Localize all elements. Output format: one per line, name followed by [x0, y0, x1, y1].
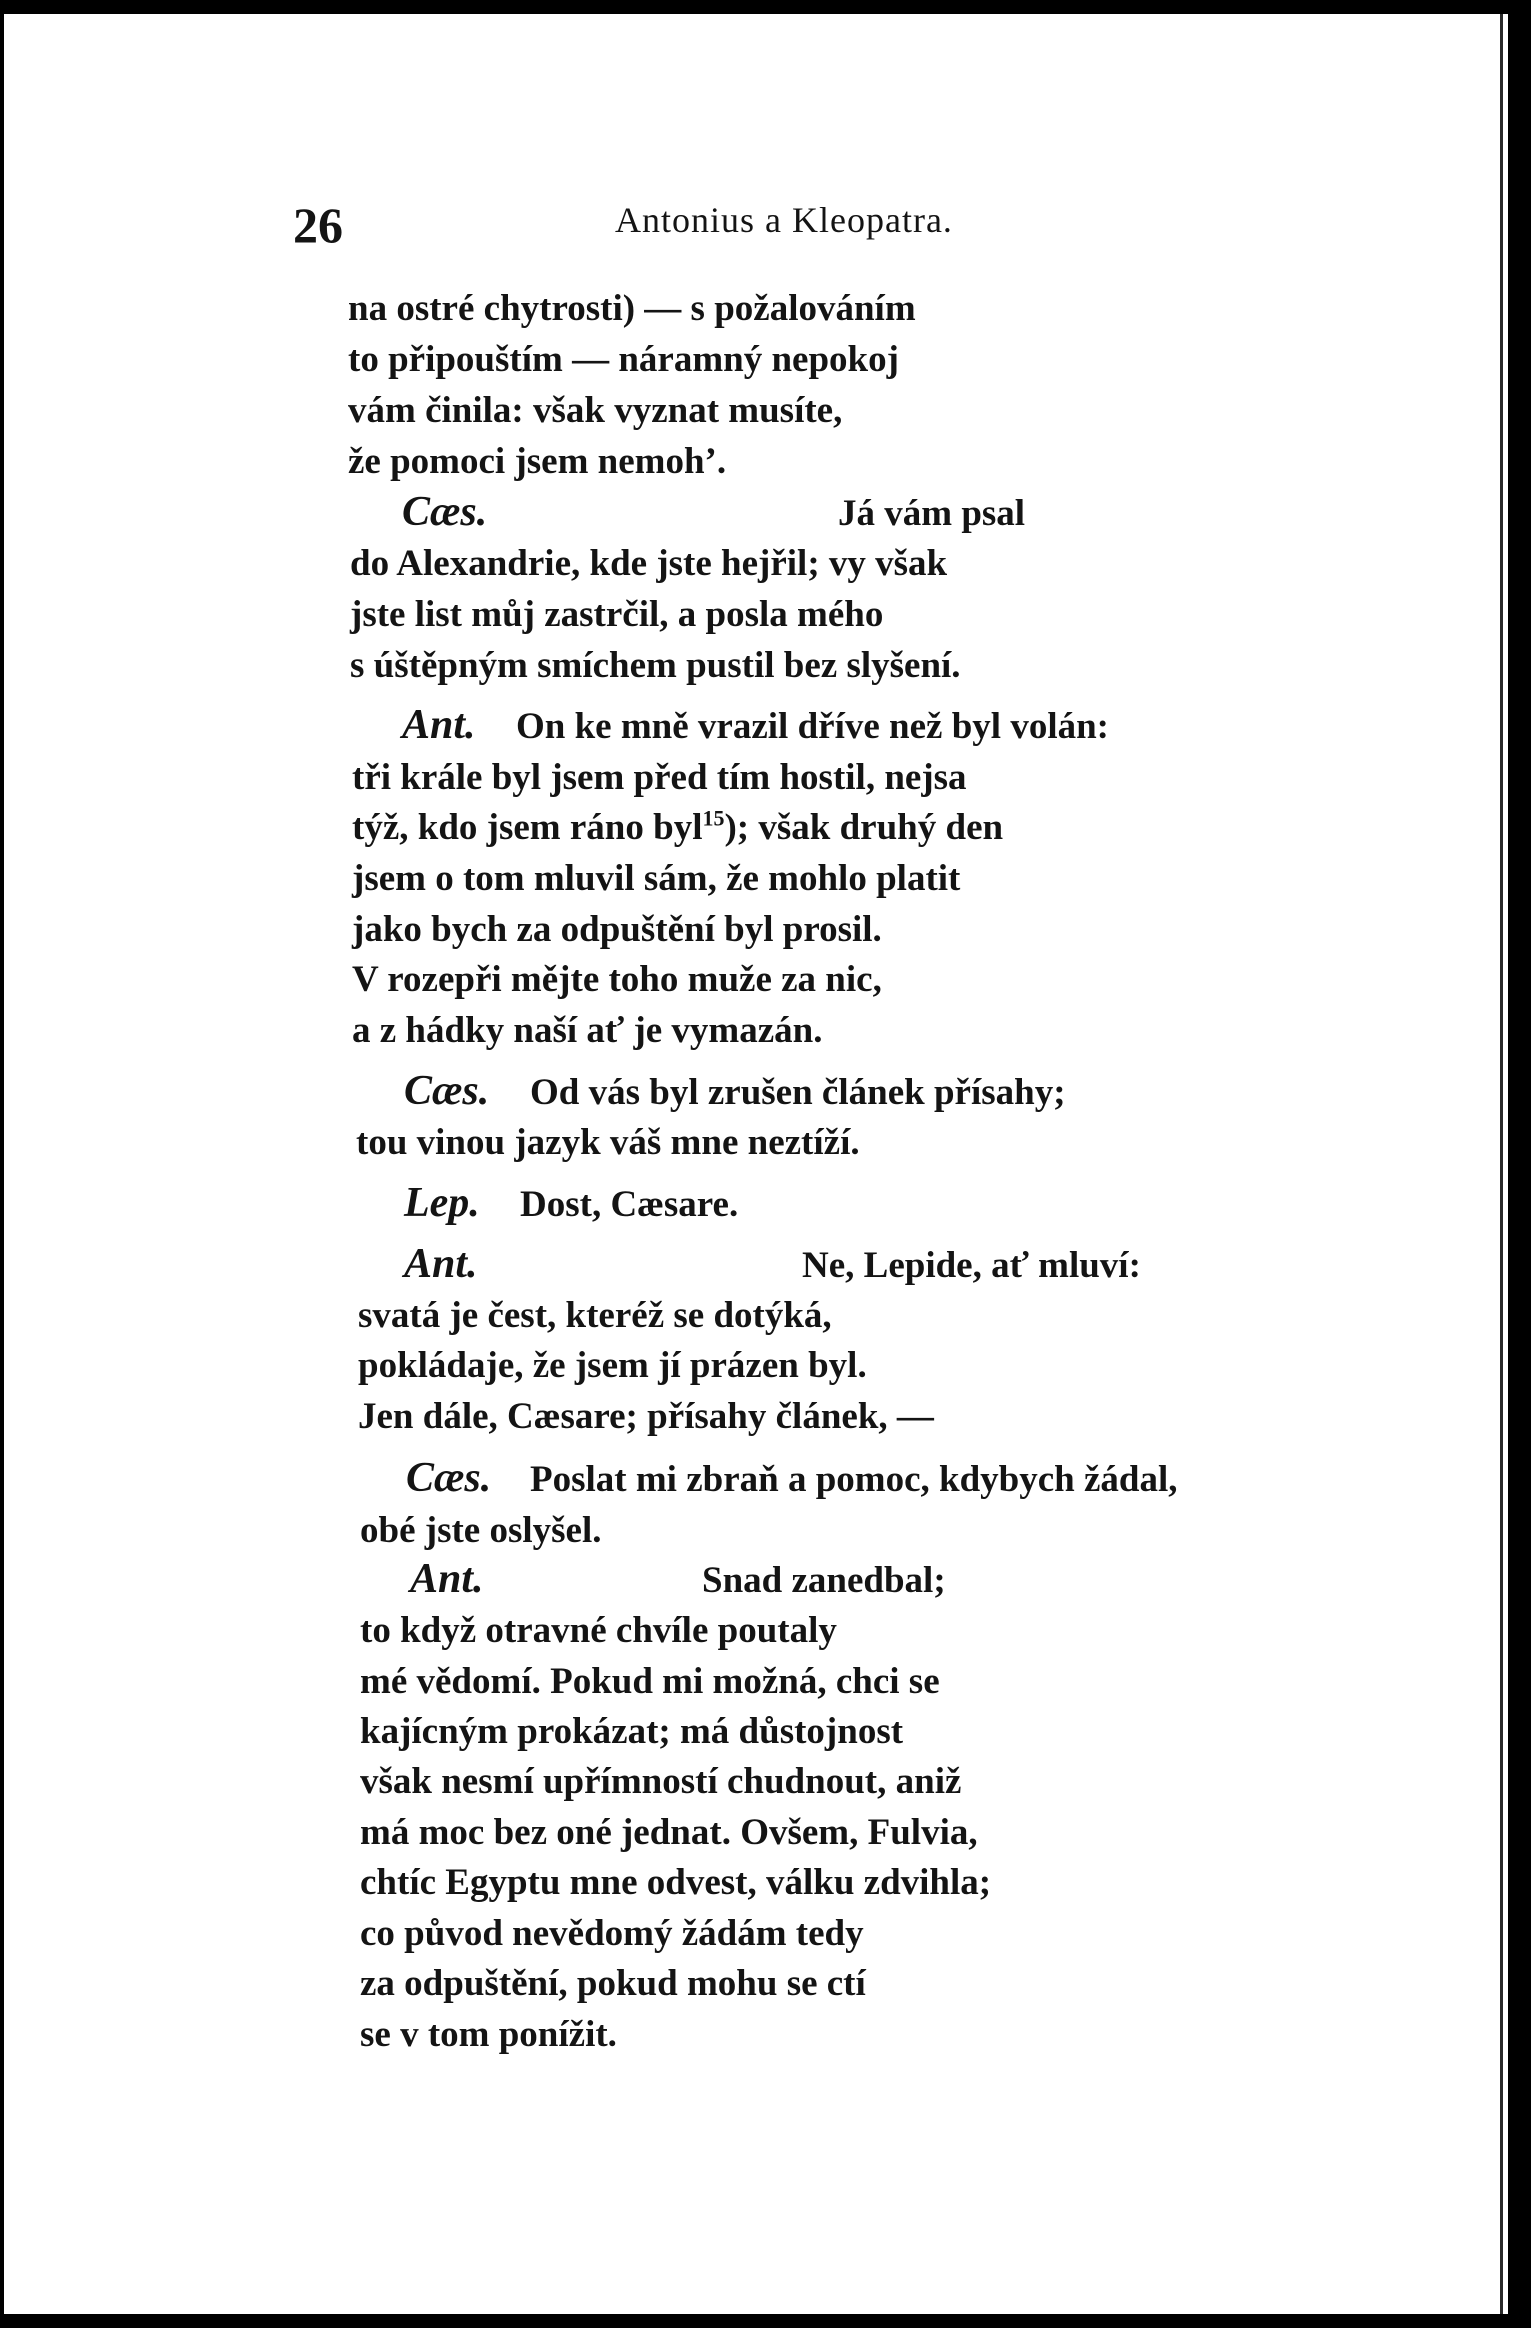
text-line: za odpuštění, pokud mohu se ctí	[360, 1963, 866, 2004]
text-line: V rozepři mějte toho muže za nic,	[352, 959, 882, 1000]
text-line: Já vám psal	[838, 493, 1026, 534]
text-line: se v tom ponížit.	[360, 2014, 617, 2055]
text-line: tři krále byl jsem před tím hostil, nejsa	[352, 757, 967, 798]
text-line	[352, 806, 1003, 850]
text-line: jako bych za odpuštění byl prosil.	[352, 909, 882, 950]
text-line: Jen dále, Cæsare; přísahy článek, —	[358, 1396, 934, 1437]
text-line: tou vinou jazyk váš mne neztíží.	[356, 1122, 860, 1163]
footnote-marker: 15	[702, 805, 725, 831]
text-line: má moc bez oné jednat. Ovšem, Fulvia,	[360, 1812, 978, 1853]
scan-border-bottom	[0, 2314, 1531, 2328]
scan-border-right	[1508, 0, 1531, 2328]
text-line: Od vás byl zrušen článek přísahy;	[530, 1072, 1066, 1113]
text-line: Ne, Lepide, ať mluví:	[802, 1245, 1141, 1286]
text-line: jsem o tom mluvil sám, že mohlo platit	[352, 858, 961, 899]
speaker-name: Ant.	[410, 1556, 484, 1602]
text-line: že pomoci jsem nemoh’.	[348, 441, 727, 482]
running-title: Antonius a Kleopatra.	[615, 200, 953, 240]
text-line: kajícným prokázat; má důstojnost	[360, 1711, 904, 1752]
page-number: 26	[293, 197, 343, 253]
text-fragment: ); však druhý den	[724, 807, 1004, 848]
text-line: vám činila: však vyznat musíte,	[348, 390, 843, 431]
speaker-name: Ant.	[402, 702, 476, 748]
speaker-name: Lep.	[404, 1180, 480, 1226]
text-line: co původ nevědomý žádám tedy	[360, 1913, 864, 1954]
speaker-name: Cæs.	[402, 489, 488, 535]
text-line: On ke mně vrazil dříve než byl volán:	[516, 706, 1109, 747]
text-line: na ostré chytrosti) — s požalováním	[348, 288, 916, 329]
page-edge-rule	[1500, 14, 1503, 2314]
text-line: jste list můj zastrčil, a posla mého	[350, 594, 884, 635]
speaker-name: Cæs.	[404, 1068, 490, 1114]
text-line: Poslat mi zbraň a pomoc, kdybych žádal,	[530, 1459, 1178, 1500]
text-line: chtíc Egyptu mne odvest, válku zdvihla;	[360, 1862, 992, 1903]
speaker-name: Cæs.	[406, 1455, 492, 1501]
text-line: mé vědomí. Pokud mi možná, chci se	[360, 1661, 940, 1702]
text-line: však nesmí upřímností chudnout, aniž	[360, 1761, 962, 1802]
speaker-name: Ant.	[404, 1241, 478, 1287]
text-line: Snad zanedbal;	[702, 1560, 946, 1601]
text-line: Dost, Cæsare.	[520, 1184, 739, 1225]
text-line: pokládaje, že jsem jí prázen byl.	[358, 1345, 867, 1386]
text-line: a z hádky naší ať je vymazán.	[352, 1010, 823, 1051]
text-fragment: týž, kdo jsem ráno byl	[352, 807, 703, 848]
text-line: to když otravné chvíle poutaly	[360, 1610, 837, 1651]
scan-border-top	[0, 0, 1531, 14]
text-line: obé jste oslyšel.	[360, 1510, 602, 1551]
text-line: do Alexandrie, kde jste hejřil; vy však	[350, 543, 948, 584]
scan-border-left	[0, 0, 4, 2328]
text-line: to připouštím — náramný nepokoj	[348, 339, 899, 380]
text-line: svatá je čest, kteréž se dotýká,	[358, 1295, 832, 1336]
text-line: s úštěpným smíchem pustil bez slyšení.	[350, 645, 961, 686]
